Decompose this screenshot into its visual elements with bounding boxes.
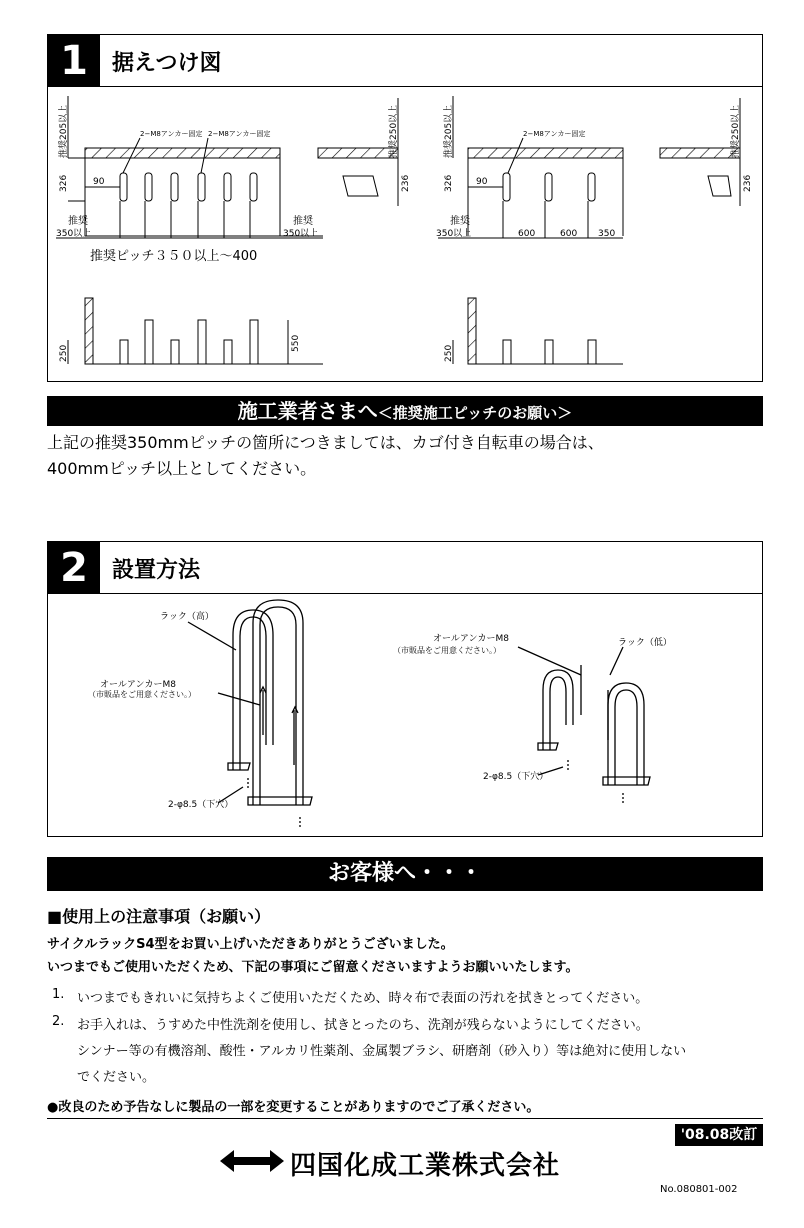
label-rec205-right: 推奨205以上 (444, 104, 454, 158)
item-2-text-b: シンナー等の有機溶剤、酸性・アルカリ性薬剤、金属製ブラシ、研磨剤（砂入り）等は絶対に使用しない (77, 1044, 687, 1059)
installation-method-illustration (48, 595, 761, 833)
caution-heading: ■使用上の注意事項（お願い） (47, 907, 271, 926)
label-hole-low: 2-φ8.5（下穴） (483, 772, 549, 782)
label-anchor-note-high: （市販品をご用意ください。） (88, 690, 196, 699)
notice-line-1: 上記の推奨350mmピッチの箇所につきましては、カゴ付き自転車の場合は、 (47, 433, 604, 452)
notice-line-2: 400mmピッチ以上としてください。 (47, 459, 317, 478)
section1-number: 1 (48, 35, 100, 87)
improvement-notice: ●改良のため予告なしに製品の一部を変更することがありますのでご了承ください。 (47, 1100, 540, 1115)
label-rec250-right: 推奨250以上 (731, 104, 741, 158)
section1-title: 据えつけ図 (112, 51, 222, 76)
section2-number: 2 (48, 542, 100, 594)
notice-title-main: 施工業者さまへ (237, 399, 378, 423)
label-hole-high: 2-φ8.5（下穴） (168, 800, 234, 810)
section2-title: 設置方法 (112, 558, 201, 583)
label-anchor-right: 2−M8アンカー固定 (523, 130, 586, 138)
label-90-left: 90 (93, 177, 105, 187)
thanks-line-2: いつまでもご使用いただくため、下記の事項にご留意くださいますようお願いいたします。 (47, 960, 579, 975)
label-550-left: 550 (291, 334, 301, 352)
label-250-right: 250 (444, 344, 454, 362)
label-rec-right: 推奨 (450, 216, 470, 227)
label-350up-left-b: 350以上 (283, 229, 319, 239)
notice-banner (47, 396, 763, 426)
label-326-right: 326 (444, 174, 454, 192)
label-rack-high: ラック（高） (160, 612, 214, 622)
item-2-text-a: お手入れは、うすめた中性洗剤を使用し、拭きとったのち、洗剤が残らないようにしてください。 (77, 1018, 649, 1033)
label-rec250-left: 推奨250以上 (389, 104, 399, 158)
item-1-number: 1. (52, 987, 65, 1002)
label-236-right: 236 (743, 174, 753, 192)
label-250-left: 250 (59, 344, 69, 362)
label-350-right: 350 (598, 229, 616, 239)
thanks-line-1: サイクルラックS4型をお買い上げいただきありがとうございました。 (47, 937, 454, 952)
notice-title-sub: ＜推奨施工ピッチのお願い＞ (377, 404, 573, 422)
label-90-right: 90 (476, 177, 488, 187)
footer-divider (47, 1118, 763, 1119)
label-600-a: 600 (518, 229, 536, 239)
company-logo-icon (220, 1147, 284, 1175)
item-2-text-c: でください。 (77, 1070, 156, 1085)
label-anchor-low: オールアンカーM8 (433, 634, 509, 644)
label-anchor-left-1: 2−M8アンカー固定 (140, 130, 203, 138)
label-rec-left-b: 推奨 (293, 216, 313, 227)
item-2-number: 2. (52, 1014, 65, 1029)
label-rec205-left: 推奨205以上 (59, 104, 69, 158)
installation-diagram (48, 88, 761, 378)
label-rec-left-a: 推奨 (68, 216, 88, 227)
label-anchor-high: オールアンカーM8 (100, 680, 176, 690)
customer-banner: お客様へ・・・ (47, 857, 763, 891)
label-rack-low: ラック（低） (618, 638, 672, 648)
document-number: No.080801-002 (660, 1184, 738, 1195)
label-600-b: 600 (560, 229, 578, 239)
label-pitch: 推奨ピッチ３５０以上～400 (90, 249, 258, 264)
label-350up-left-a: 350以上 (56, 229, 92, 239)
label-350up-right: 350以上 (436, 229, 472, 239)
item-1-text: いつまでもきれいに気持ちよくご使用いただくため、時々布で表面の汚れを拭きとってください。 (77, 991, 649, 1006)
revision-badge: '08.08改訂 (675, 1124, 763, 1146)
label-236-left: 236 (401, 174, 411, 192)
label-anchor-left-2: 2−M8アンカー固定 (208, 130, 271, 138)
company-name: 四国化成工業株式会社 (290, 1151, 561, 1181)
label-anchor-note-low: （市販品をご用意ください。） (393, 646, 501, 655)
label-326-left: 326 (59, 174, 69, 192)
